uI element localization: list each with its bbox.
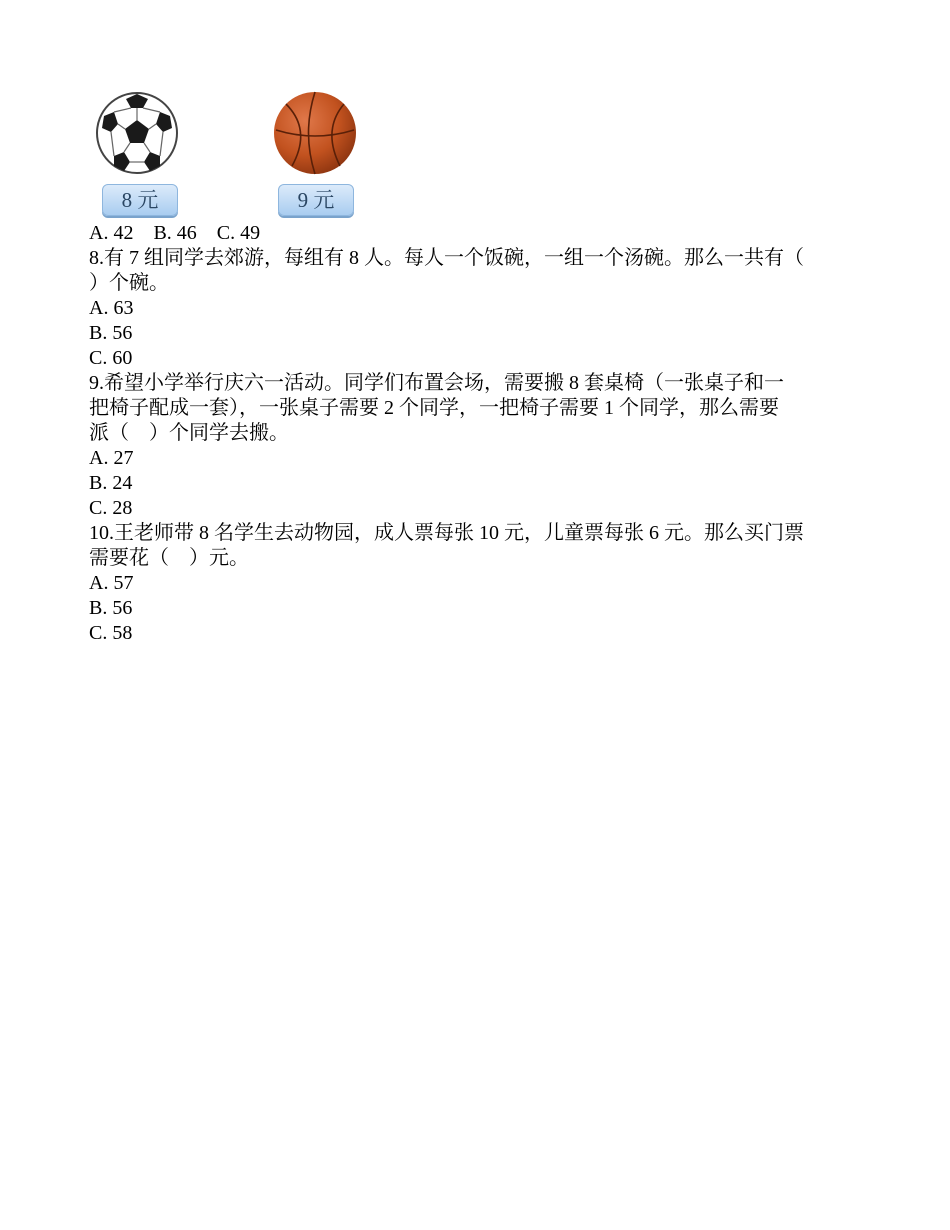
soccer-ball-item (92, 84, 192, 220)
q9-option-b: B. 24 (89, 472, 133, 494)
soccer-ball-icon (94, 90, 180, 176)
price-figure (88, 84, 388, 220)
q8-option-c: C. 60 (89, 347, 133, 369)
q10-stem-line1: 10.王老师带 8 名学生去动物园，成人票每张 10 元，儿童票每张 6 元。那么买门票 (89, 522, 804, 544)
q10-option-a: A. 57 (89, 572, 134, 594)
q8-option-b: B. 56 (89, 322, 133, 344)
q9-stem-line3: 派（ ）个同学去搬。 (89, 422, 289, 444)
q7-options: A. 42 B. 46 C. 49 (89, 222, 261, 244)
basketball-icon (272, 90, 358, 176)
q10-stem-line2: 需要花（ ）元。 (89, 547, 249, 569)
q9-stem-line1: 9.希望小学举行庆六一活动。同学们布置会场，需要搬 8 套桌椅（一张桌子和一 (89, 372, 784, 394)
q9-option-a: A. 27 (89, 447, 134, 469)
q9-stem-line2: 把椅子配成一套），一张桌子需要 2 个同学，一把椅子需要 1 个同学，那么需要 (89, 397, 779, 419)
q8-stem-line1: 8.有 7 组同学去郊游，每组有 8 人。每人一个饭碗，一组一个汤碗。那么一共有（ (89, 247, 804, 269)
basketball-price-tag: 9 元 (278, 184, 354, 216)
soccer-price-tag: 8 元 (102, 184, 178, 216)
q8-stem-line2: ）个碗。 (89, 272, 169, 294)
q10-option-c: C. 58 (89, 622, 133, 644)
q9-option-c: C. 28 (89, 497, 133, 519)
basketball-item (270, 84, 370, 220)
q10-option-b: B. 56 (89, 597, 133, 619)
q8-option-a: A. 63 (89, 297, 134, 319)
question-text (89, 221, 864, 646)
